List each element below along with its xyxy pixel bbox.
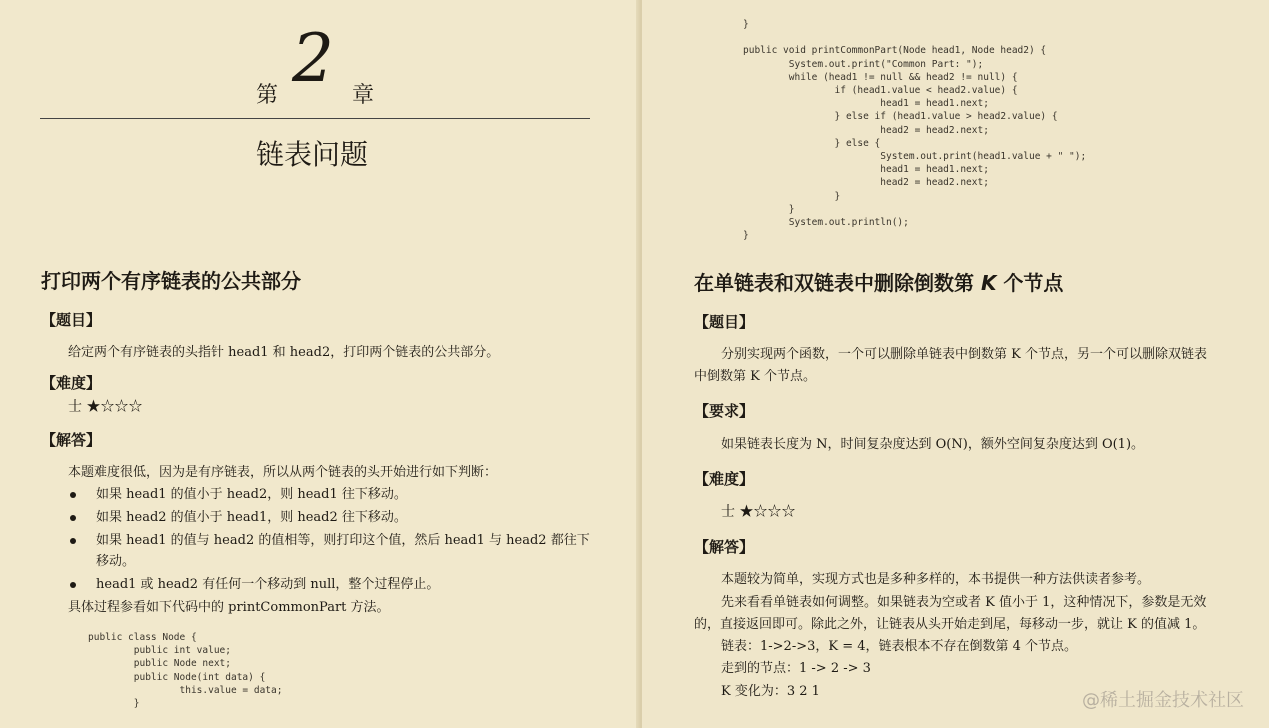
chapter-suffix: 章 (352, 83, 375, 108)
problem-line: 中倒数第 K 个节点。 (694, 369, 816, 384)
label-requirement: 【要求】 (694, 402, 755, 420)
bullet-dot (70, 492, 76, 498)
bullet-continuation: 移动。 (96, 554, 136, 569)
bullet-item: 如果 head1 的值小于 head2，则 head1 往下移动。 (96, 487, 407, 502)
chapter-number: 2 (292, 20, 334, 97)
answer-line: 先来看看单链表如何调整。如果链表为空或者 K 值小于 1，这种情况下，参数是无效 (721, 595, 1207, 610)
watermark: @稀土掘金技术社区 (1082, 690, 1244, 711)
section-title: 在单链表和双链表中删除倒数第 K 个节点 (694, 271, 1064, 295)
bullet-item: 如果 head1 的值与 head2 的值相等，则打印这个值，然后 head1 与 head2 都往下 (96, 533, 590, 548)
answer-line: 本题较为简单，实现方式也是多种多样的，本书提供一种方法供读者参考。 (721, 572, 1151, 587)
bullet-dot (70, 582, 76, 588)
answer-line: 的，直接返回即可。除此之外，让链表从头开始走到尾，每移动一步，就让 K 的值减 1。 (694, 617, 1206, 632)
code-block: } public void printCommonPart(Node head1, Node head2) { System.out.print("Common Part: "); while (head1 != null && head2 != null) { if (head1.value < head2.value) { head1 = head1.next; } else if (head1.value > head2.value) { head2 = head2.next; } else { System.out.print(head1.value + " "); head1 = head1.next; head2 = head2.next; } } System.out.println(); } (743, 19, 1087, 242)
chapter-title: 链表问题 (256, 138, 369, 171)
label-problem: 【题目】 (41, 311, 102, 329)
bullet-item: 如果 head2 的值小于 head1，则 head2 往下移动。 (96, 510, 407, 525)
label-answer: 【解答】 (694, 538, 755, 556)
code-block: public class Node { public int value; public Node next; public Node(int data) { this.value = data; } (88, 632, 283, 710)
section-title: 打印两个有序链表的公共部分 (41, 269, 301, 293)
bullet-dot (70, 515, 76, 521)
difficulty-rating: 士 ★☆☆☆ (68, 399, 143, 415)
chapter-prefix: 第 (256, 83, 279, 108)
answer-line: 走到的节点：1 -> 2 -> 3 (721, 661, 871, 676)
label-difficulty: 【难度】 (41, 374, 102, 392)
requirement-text: 如果链表长度为 N，时间复杂度达到 O(N)，额外空间复杂度达到 O(1)。 (721, 437, 1145, 452)
answer-outro: 具体过程参看如下代码中的 printCommonPart 方法。 (68, 600, 390, 615)
answer-intro: 本题难度很低，因为是有序链表，所以从两个链表的头开始进行如下判断： (68, 465, 498, 480)
difficulty-rating: 士 ★☆☆☆ (721, 504, 796, 520)
problem-text: 给定两个有序链表的头指针 head1 和 head2，打印两个链表的公共部分。 (68, 345, 500, 360)
label-difficulty: 【难度】 (694, 470, 755, 488)
bullet-dot (70, 538, 76, 544)
label-answer: 【解答】 (41, 431, 102, 449)
bullet-item: head1 或 head2 有任何一个移动到 null，整个过程停止。 (96, 577, 440, 592)
problem-line: 分别实现两个函数，一个可以删除单链表中倒数第 K 个节点，另一个可以删除双链表 (721, 347, 1207, 362)
answer-line: K 变化为：3 2 1 (721, 684, 820, 699)
answer-line: 链表：1->2->3，K = 4，链表根本不存在倒数第 4 个节点。 (721, 639, 1078, 654)
label-problem: 【题目】 (694, 313, 755, 331)
chapter-rule (40, 118, 590, 119)
right-page (642, 0, 1269, 728)
